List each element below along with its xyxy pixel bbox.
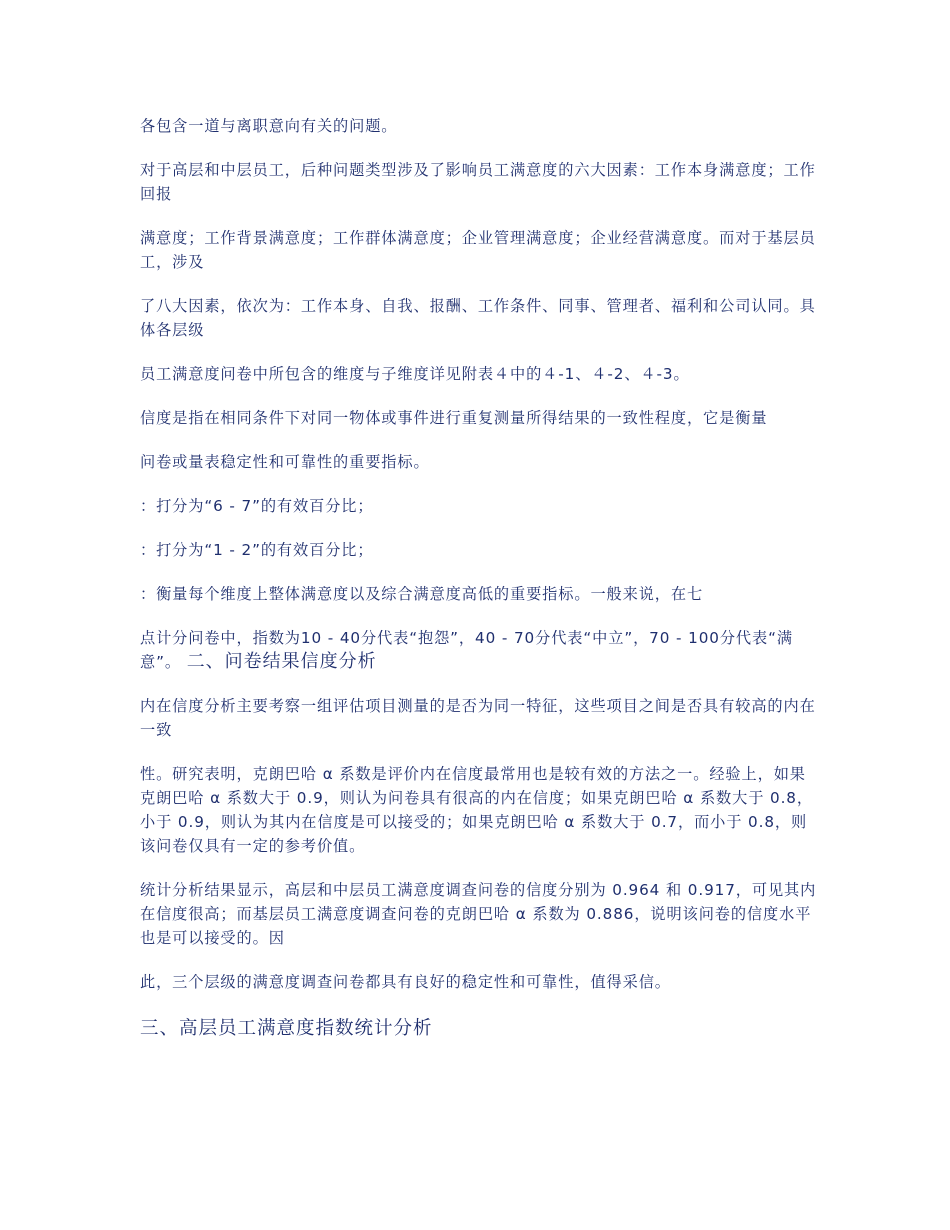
paragraph-2: 对于高层和中层员工，后种问题类型涉及了影响员工满意度的六大因素：工作本身满意度；工作回报 [140,161,816,203]
paragraph-10: ：衡量每个维度上整体满意度以及综合满意度高低的重要指标。一般来说，在七 [140,585,704,603]
paragraph-5: 员工满意度问卷中所包含的维度与子维度详见附表４中的４-1、４-2、４-3。 [140,365,690,383]
paragraph-11-text: 点计分问卷中，指数为10 - 40分代表“抱怨”，40 - 70分代表“中立”，70 - 100分代表“满意”。 [140,629,793,671]
paragraph-4: 了八大因素，依次为：工作本身、自我、报酬、工作条件、同事、管理者、福利和公司认同。具体各层级 [140,297,816,339]
paragraph-12: 内在信度分析主要考察一组评估项目测量的是否为同一特征，这些项目之间是否具有较高的内在一致 [140,697,816,739]
paragraph-8: ：打分为“6 - 7”的有效百分比； [140,497,374,515]
paragraph-11 [140,626,818,674]
paragraph-3: 满意度；工作背景满意度；工作群体满意度；企业管理满意度；企业经营满意度。而对于基层员工，涉及 [140,229,816,271]
paragraph-15: 此，三个层级的满意度调查问卷都具有良好的稳定性和可靠性，值得采信。 [140,973,671,991]
paragraph-13: 性。研究表明，克朗巴哈 α 系数是评价内在信度最常用也是较有效的方法之一。经验上，如果克朗巴哈 α 系数大于 0.9，则认为问卷具有很高的内在信度；如果克朗巴哈 α 系数大于 0.8，小于 0.9，则认为其内在信度是可以接受的；如果克朗巴哈 α 系数大于 0.7，而小于 0.8，则该问卷仅具有一定的参考价值。 [140,765,813,855]
paragraph-9: ：打分为“1 - 2”的有效百分比； [140,541,374,559]
paragraph-7: 问卷或量表稳定性和可靠性的重要指标。 [140,453,430,471]
reliability-analysis-heading: 二、问卷结果信度分析 [186,651,377,672]
paragraph-6: 信度是指在相同条件下对同一物体或事件进行重复测量所得结果的一致性程度，它是衡量 [140,409,768,427]
paragraph-14: 统计分析结果显示，高层和中层员工满意度调查问卷的信度分别为 0.964 和 0.917，可见其内在信度很高；而基层员工满意度调查问卷的克朗巴哈 α 系数为 0.886，说明该问卷的信度水平也是可以接受的。因 [140,881,817,947]
section-heading: 三、高层员工满意度指数统计分析 [140,1018,433,1039]
paragraph-1: 各包含一道与离职意向有关的问题。 [140,117,398,135]
